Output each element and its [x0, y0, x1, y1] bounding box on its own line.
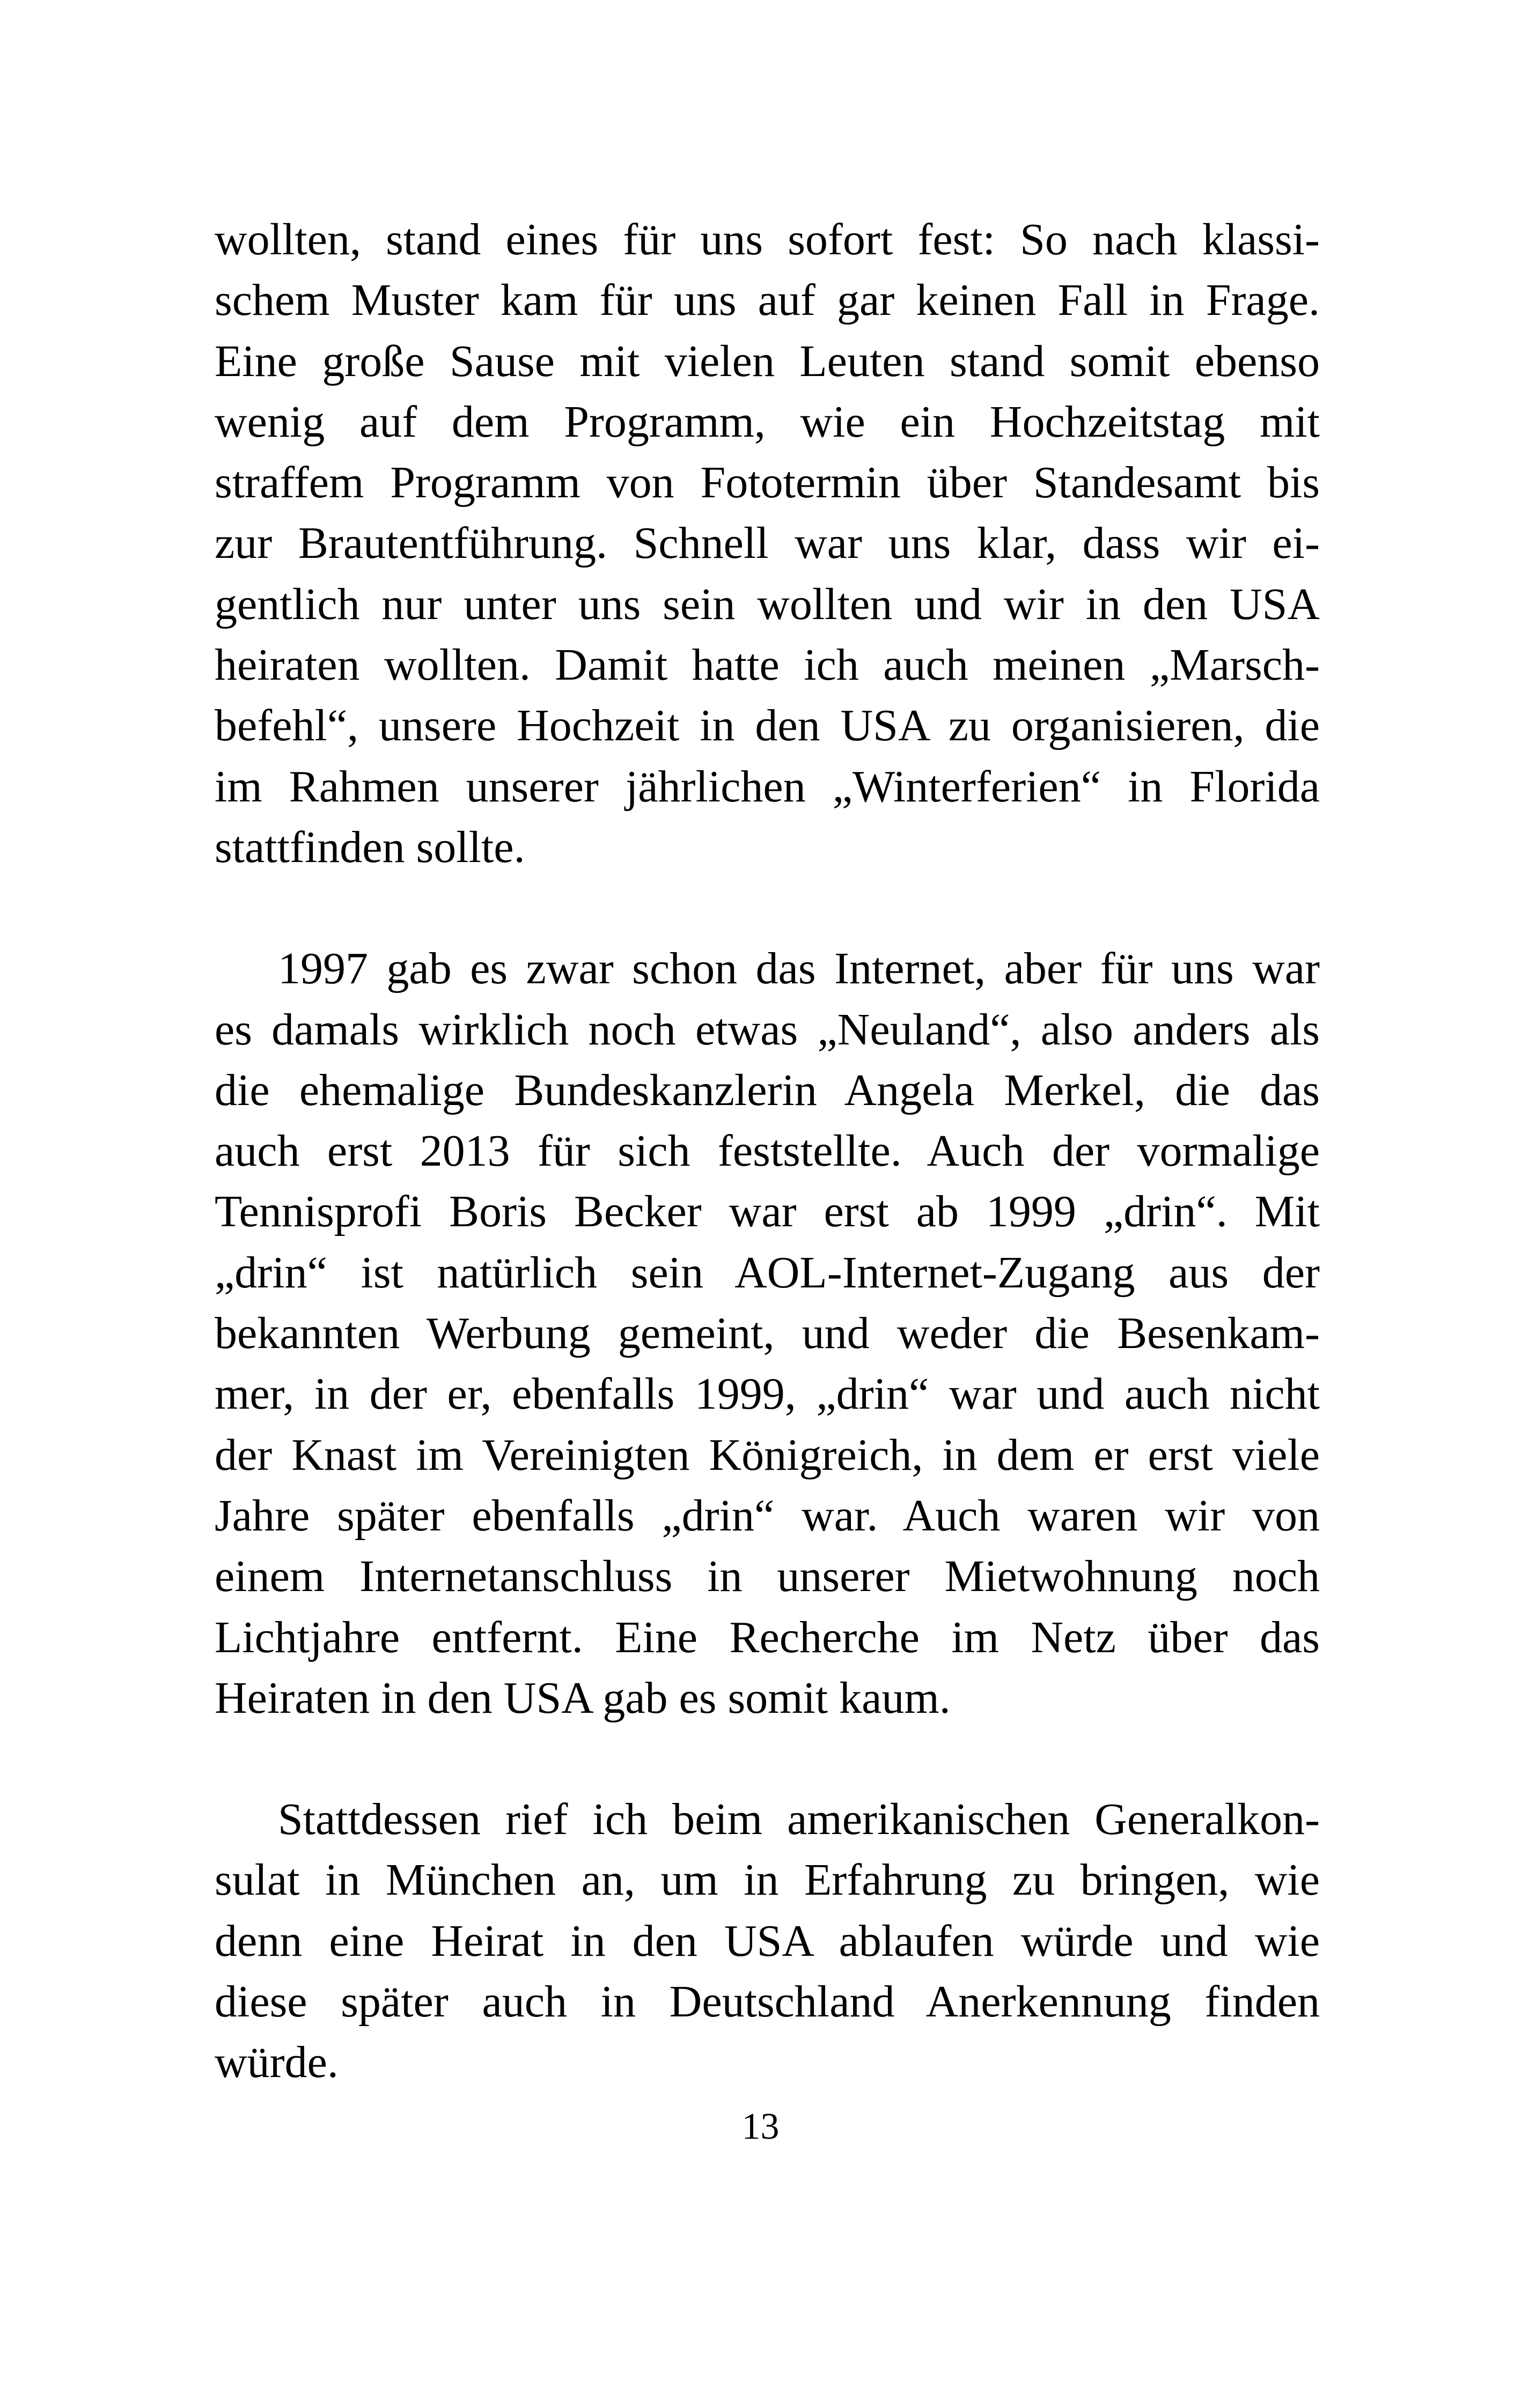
text-line: „drin“ ist natürlich sein AOL-Internet-Zugang aus der — [215, 1247, 1320, 1298]
body-text — [215, 209, 1320, 2093]
paragraph-3 — [215, 1789, 1320, 2093]
text-line: stattfinden sollte. — [215, 822, 525, 872]
text-line: 1997 gab es zwar schon das Internet, aber für uns war — [278, 944, 1320, 994]
paragraph-1 — [215, 209, 1320, 878]
text-line: im Rahmen unserer jährlichen „Winterferien“ in Florida — [215, 761, 1320, 812]
text-line: straffem Programm von Fototermin über Standesamt bis — [215, 458, 1320, 508]
page-number: 13 — [741, 2106, 780, 2147]
text-line: würde. — [215, 2037, 339, 2088]
text-line: gentlich nur unter uns sein wollten und wir in den USA — [215, 579, 1320, 629]
text-line: der Knast im Vereinigten Königreich, in dem er erst viele — [215, 1430, 1320, 1480]
text-line: zur Brautentführung. Schnell war uns klar, dass wir ei- — [215, 518, 1320, 569]
text-line: Lichtjahre entfernt. Eine Recherche im Netz über das — [215, 1612, 1320, 1662]
text-line: mer, in der er, ebenfalls 1999, „drin“ war und auch nicht — [215, 1369, 1320, 1419]
text-line: schem Muster kam für uns auf gar keinen Fall in Frage. — [215, 275, 1320, 326]
paragraph-2 — [215, 938, 1320, 1728]
text-line: wenig auf dem Programm, wie ein Hochzeitstag mit — [215, 396, 1320, 447]
text-line: einem Internetanschluss in unserer Mietwohnung noch — [215, 1551, 1320, 1602]
text-line: auch erst 2013 für sich feststellte. Auch der vormalige — [215, 1126, 1320, 1176]
text-line: sulat in München an, um in Erfahrung zu bringen, wie — [215, 1855, 1320, 1905]
text-line: Jahre später ebenfalls „drin“ war. Auch waren wir von — [215, 1490, 1320, 1541]
text-line: Heiraten in den USA gab es somit kaum. — [215, 1673, 951, 1723]
text-line: heiraten wollten. Damit hatte ich auch meinen „Marsch- — [215, 640, 1320, 690]
text-line: es damals wirklich noch etwas „Neuland“, also anders als — [215, 1004, 1320, 1055]
text-line: befehl“, unsere Hochzeit in den USA zu organisieren, die — [215, 701, 1320, 751]
text-line: diese später auch in Deutschland Anerkennung finden — [215, 1977, 1320, 2027]
text-line: Stattdessen rief ich beim amerikanischen Generalkon- — [278, 1794, 1320, 1845]
text-line: denn eine Heirat in den USA ablaufen würde und wie — [215, 1916, 1320, 1966]
text-line: die ehemalige Bundeskanzlerin Angela Merkel, die das — [215, 1065, 1320, 1115]
text-line: wollten, stand eines für uns sofort fest: So nach klassi- — [215, 215, 1320, 264]
text-line: Tennisprofi Boris Becker war erst ab 1999 „drin“. Mit — [215, 1187, 1320, 1237]
text-line: Eine große Sause mit vielen Leuten stand somit ebenso — [215, 336, 1320, 386]
text-line: bekannten Werbung gemeint, und weder die Besenkam- — [215, 1308, 1320, 1359]
